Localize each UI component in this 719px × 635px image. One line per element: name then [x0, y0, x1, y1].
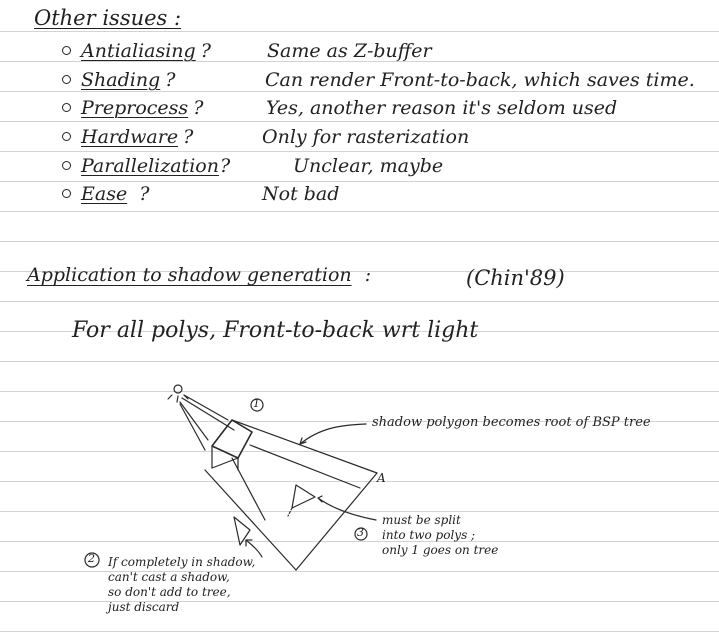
shadow-volume	[205, 420, 377, 570]
root-arrow-icon	[300, 424, 366, 444]
discard-note-line: just discard	[108, 600, 180, 614]
light-rays	[180, 395, 234, 450]
marker-2-label: 2	[88, 552, 95, 565]
section-title: Application to shadow generation	[27, 264, 352, 286]
page-title: Other issues :	[34, 6, 182, 30]
section-colon: :	[364, 264, 372, 286]
issue-answer: Can render Front-to-back, which saves time.	[265, 69, 695, 91]
point-label: A	[377, 471, 386, 485]
split-note-line: must be split	[382, 513, 461, 527]
citation: (Chin'89)	[466, 266, 565, 290]
issue-label: Shading	[81, 69, 161, 91]
marker-3-label: 3	[357, 526, 364, 539]
marker-1-label: 1	[253, 397, 260, 410]
discard-note-line: If completely in shadow,	[108, 555, 256, 569]
occluder-polygon	[212, 420, 252, 470]
issue-label: Parallelization	[81, 155, 219, 177]
issue-mark: ?	[200, 40, 211, 62]
issue-answer: Not bad	[262, 183, 340, 205]
split-note-line: into two polys ;	[382, 528, 476, 542]
discard-note-line: so don't add to tree,	[108, 585, 231, 599]
issue-answer: Same as Z-buffer	[267, 40, 432, 62]
split-note	[382, 513, 498, 558]
issue-mark: ?	[193, 97, 204, 119]
root-note: shadow polygon becomes root of BSP tree	[372, 415, 651, 430]
split-note-line: only 1 goes on tree	[382, 543, 499, 557]
issue-mark: ?	[183, 126, 194, 148]
issue-mark: ?	[139, 183, 150, 205]
issue-label: Ease	[81, 183, 128, 205]
split-triangle	[288, 485, 315, 516]
section-body: For all polys, Front-to-back wrt light	[72, 318, 479, 343]
issue-answer: Unclear, maybe	[293, 155, 444, 177]
issue-mark: ?	[165, 69, 176, 91]
issue-label: Hardware	[81, 126, 179, 148]
issue-label: Preprocess	[81, 97, 189, 119]
issue-answer: Only for rasterization	[262, 126, 470, 148]
issue-label: Antialiasing	[81, 40, 196, 62]
issue-answer: Yes, another reason it's seldom used	[266, 97, 618, 119]
discard-note-line: can't cast a shadow,	[108, 570, 230, 584]
issue-mark: ?	[219, 155, 231, 177]
discard-note	[108, 555, 255, 615]
